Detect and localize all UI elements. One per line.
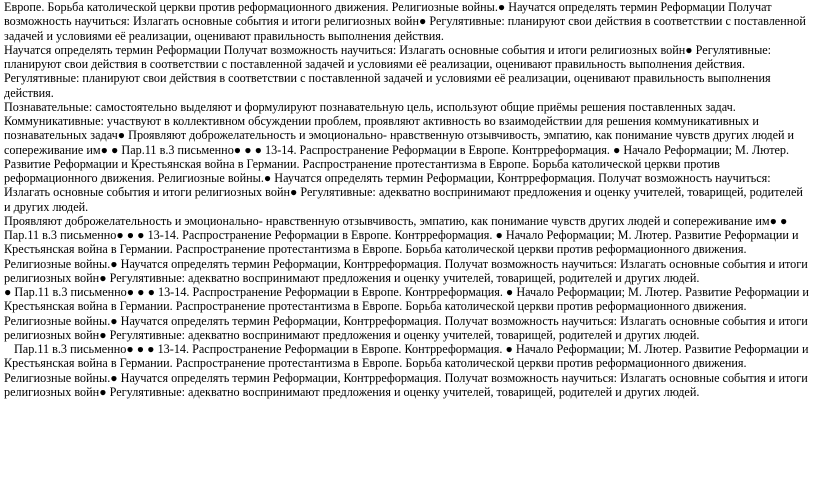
paragraph-2: Научатся определять термин Реформации Получат возможность научиться: Излагать основные события и итоги религиозных войн● Регулятивные: планируют свои действия в соответствии с поставленной задачей и условиями её реализации, оценивают правильность выполнения действия.	[4, 42, 772, 71]
paragraph-3: Регулятивные: планируют свои действия в соответствии с поставленной задачей и условиями её реализации, оценивают правильность выполнения действия.	[4, 71, 771, 100]
paragraph-6: ● Пар.11 в.3 письменно● ● ● 13-14. Распространение Реформации в Европе. Контрреформация. ● Начало Реформации; М. Лютер. Развитие Реформации и Крестьянская война в Германии. Распространение протестантизма в Европе. Борьба католической церкви против реформационного движения. Религиозные войны.● Научатся определять термин Реформации, Контрреформация. Получат возможность научиться: Излагать основные события и итоги религиозных войн● Регулятивные: адекватно воспринимают предложения и оценку учителей, товарищей, родителей и других людей.	[4, 285, 809, 342]
paragraph-7: Пар.11 в.3 письменно● ● ● 13-14. Распространение Реформации в Европе. Контрреформация. ● Начало Реформации; М. Лютер. Развитие Реформации и Крестьянская война в Германии. Распространение протестантизма в Европе. Борьба католической церкви против реформационного движения. Религиозные войны.● Научатся определять термин Реформации, Контрреформация. Получат возможность научиться: Излагать основные события и итоги религиозных войн● Регулятивные: адекватно воспринимают предложения и оценку учителей, товарищей, родителей и других людей.	[4, 342, 809, 399]
paragraph-4: Познавательные: самостоятельно выделяют и формулируют познавательную цель, используют общие приёмы решения поставленных задач. Коммуникативные: участвуют в коллективном обсуждении проблем, проявляют активность во взаимодействии для решения коммуникативных и познавательных задач● Проявляют доброжелательность и эмоционально- нравственную отзывчивость, эмпатию, как понимание чувств других людей и сопереживание им● ● Пар.11 в.3 письменно● ● ● 13-14. Распространение Реформации в Европе. Контрреформация. ● Начало Реформации; М. Лютер. Развитие Реформации и Крестьянская война в Германии. Распространение протестантизма в Европе. Борьба католической церкви против реформационного движения. Религиозные войны.● Научатся определять термин Реформации, Контрреформация. Получат возможность научиться: Излагать основные события и итоги религиозных войн● Регулятивные: адекватно воспринимают предложения и оценку учителей, товарищей, родителей и других людей.	[4, 99, 803, 214]
paragraph-5: Проявляют доброжелательность и эмоционально- нравственную отзывчивость, эмпатию, как понимание чувств других людей и сопереживание им● ● Пар.11 в.3 письменно● ● ● 13-14. Распространение Реформации в Европе. Контрреформация. ● Начало Реформации; М. Лютер. Развитие Реформации и Крестьянская война в Германии. Распространение протестантизма в Европе. Борьба католической церкви против реформационного движения. Религиозные войны.● Научатся определять термин Реформации, Контрреформация. Получат возможность научиться: Излагать основные события и итоги религиозных войн● Регулятивные: адекватно воспринимают предложения и оценку учителей, товарищей, родителей и других людей.	[4, 213, 808, 285]
paragraph-1: Европе. Борьба католической церкви против реформационного движения. Религиозные войны.● Научатся определять термин Реформации Получат возможность научиться: Излагать основные события и итоги религиозных войн● Регулятивные: планируют свои действия в соответствии с поставленной задачей и условиями её реализации, оценивают правильность выполнения действия.	[4, 0, 806, 43]
